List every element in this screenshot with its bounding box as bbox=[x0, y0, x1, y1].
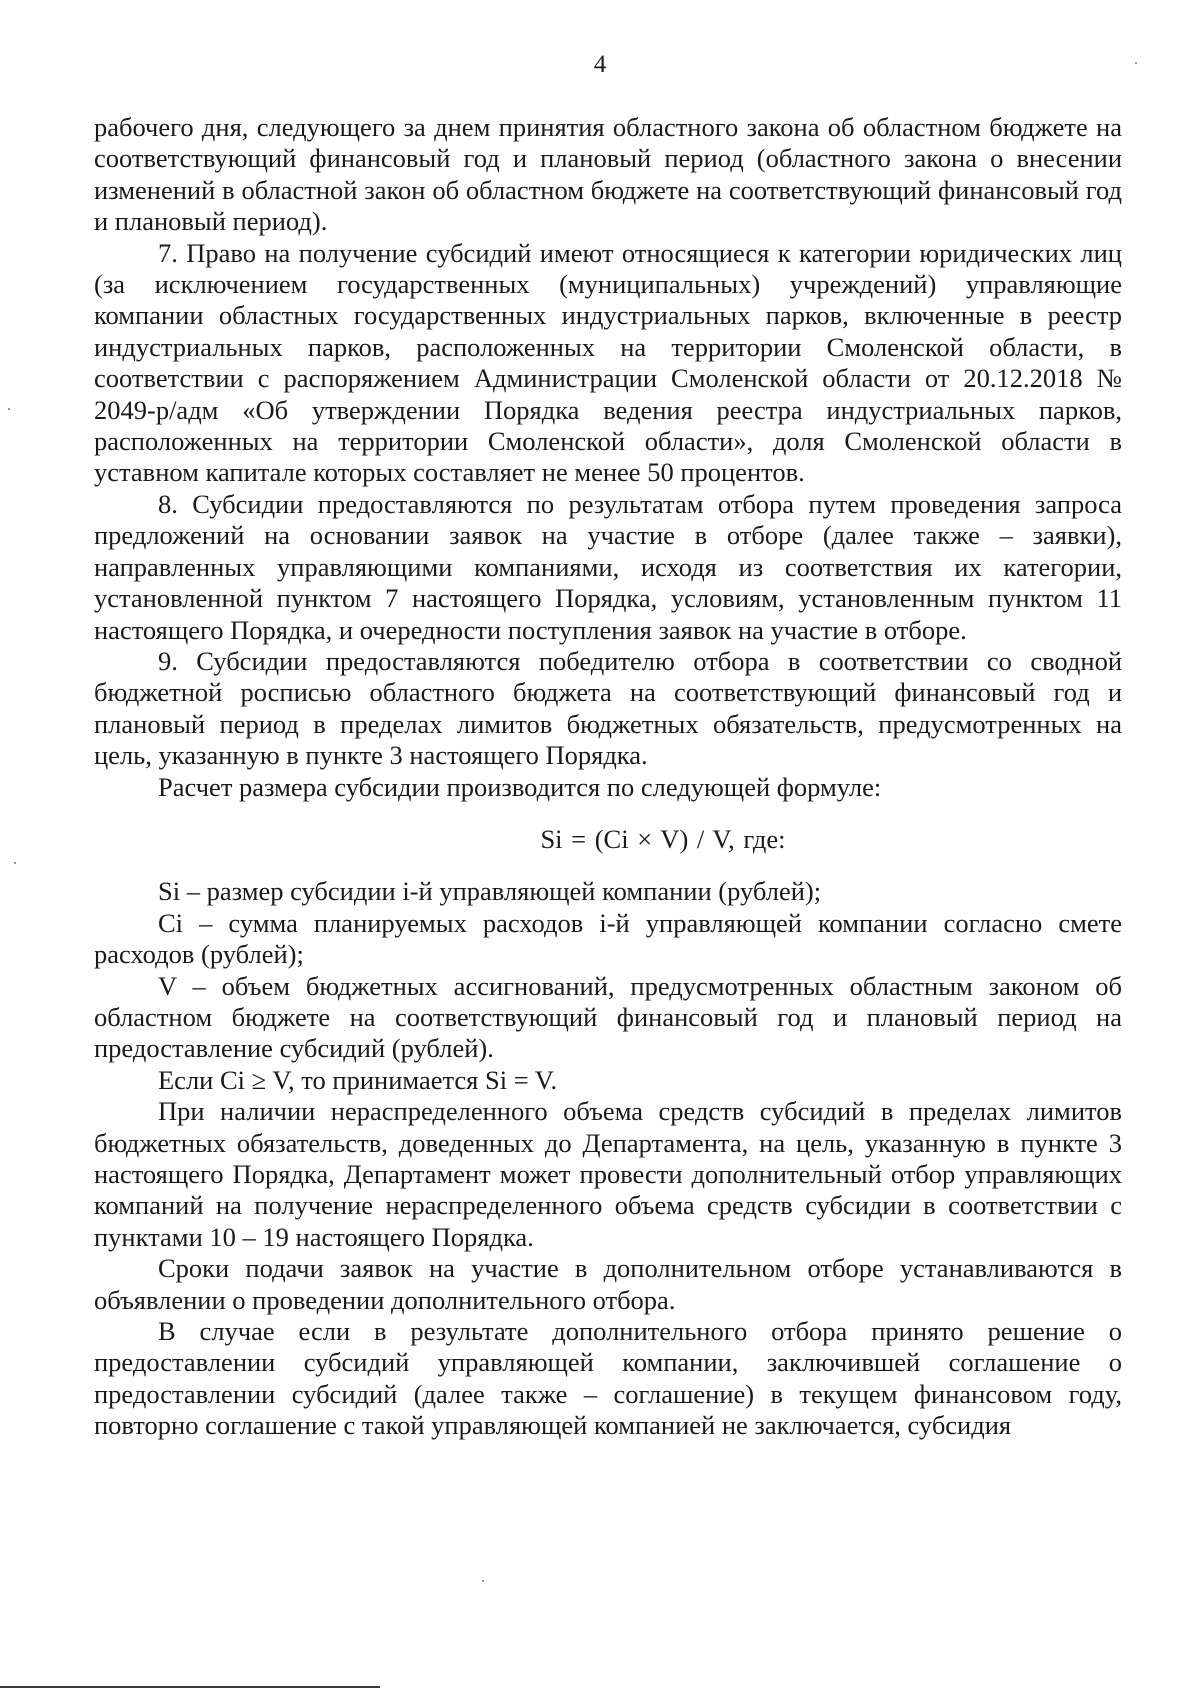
paragraph-repeat-agreement: В случае если в результате дополнительного отбора принято решение о предоставлении субсидий управляющей компании, заключившей соглашение о предоставлении субсидий (далее также – соглашение) в текущем финансовом году, повторно соглашение с такой управляющей компанией не заключается, субсидия bbox=[94, 1316, 1122, 1441]
scan-speck bbox=[8, 408, 10, 410]
definition-si: Si – размер субсидии i-й управляющей компании (рублей); bbox=[158, 876, 822, 907]
scan-speck bbox=[1135, 62, 1137, 64]
paragraph-application-deadlines: Сроки подачи заявок на участие в дополнительном отборе устанавливаются в объявлении о проведении дополнительного отбора. bbox=[94, 1253, 1122, 1315]
paragraph-item-8: 8. Субсидии предоставляются по результатам отбора путем проведения запроса предложений на основании заявок на участие в отборе (далее также – заявки), направленных управляющими компаниями, исходя из соответствия их категории, установленной пунктом 7 настоящего Порядка, условиям, установленным пунктом 11 настоящего Порядка, и очередности поступления заявок на участие в отборе. bbox=[94, 488, 1122, 645]
scan-speck bbox=[482, 1580, 484, 1582]
paragraph-item-9: 9. Субсидии предоставляются победителю отбора в соответствии со сводной бюджетной росписью областного бюджета на соответствующий финансовый год и плановый период в пределах лимитов бюджетных обязательств, предусмотренных на цель, указанную в пункте 3 настоящего Порядка. bbox=[94, 645, 1122, 771]
condition-ci-ge-v: Если Ci ≥ V, то принимается Si = V. bbox=[158, 1064, 558, 1095]
definition-ci: Ci – сумма планируемых расходов i-й управляющей компании согласно смете расходов (рублей); bbox=[94, 907, 1122, 970]
subsidy-formula: Si = (Ci × V) / V, где: bbox=[540, 823, 786, 854]
page-number: 4 bbox=[593, 51, 607, 78]
paragraph-additional-selection: При наличии нераспределенного объема средств субсидий в пределах лимитов бюджетных обязательств, доведенных до Департамента, на цель, указанную в пункте 3 настоящего Порядка, Департамент может провести дополнительный отбор управляющих компаний на получение нераспределенного объема средств субсидии в соответствии с пунктами 10 – 19 настоящего Порядка. bbox=[94, 1096, 1122, 1252]
definition-v: V – объем бюджетных ассигнований, предусмотренных областным законом об областном бюджете на соответствующий финансовый год и плановый период на предоставление субсидий (рублей). bbox=[94, 970, 1122, 1064]
paragraph-item-7: 7. Право на получение субсидий имеют относящиеся к категории юридических лиц (за исключением государственных (муниципальных) учреждений) управляющие компании областных государственных индустриальных парков, включенные в реестр индустриальных парков, расположенных на территории Смоленской области, в соответствии с распоряжением Администрации Смоленской области от 20.12.2018 № 2049-р/адм «Об утверждении Порядка ведения реестра индустриальных парков, расположенных на территории Смоленской области», доля Смоленской области в уставном капитале которых составляет не менее 50 процентов. bbox=[94, 237, 1122, 488]
paragraph-continuation: рабочего дня, следующего за днем принятия областного закона об областном бюджете на соответствующий финансовый год и плановый период (областного закона о внесении изменений в областной закон об областном бюджете на соответствующий финансовый год и плановый период). bbox=[94, 112, 1122, 237]
scan-edge-line bbox=[0, 1686, 380, 1688]
scan-speck bbox=[14, 862, 16, 864]
paragraph-formula-intro: Расчет размера субсидии производится по следующей формуле: bbox=[158, 771, 882, 802]
document-body bbox=[94, 112, 1122, 1442]
